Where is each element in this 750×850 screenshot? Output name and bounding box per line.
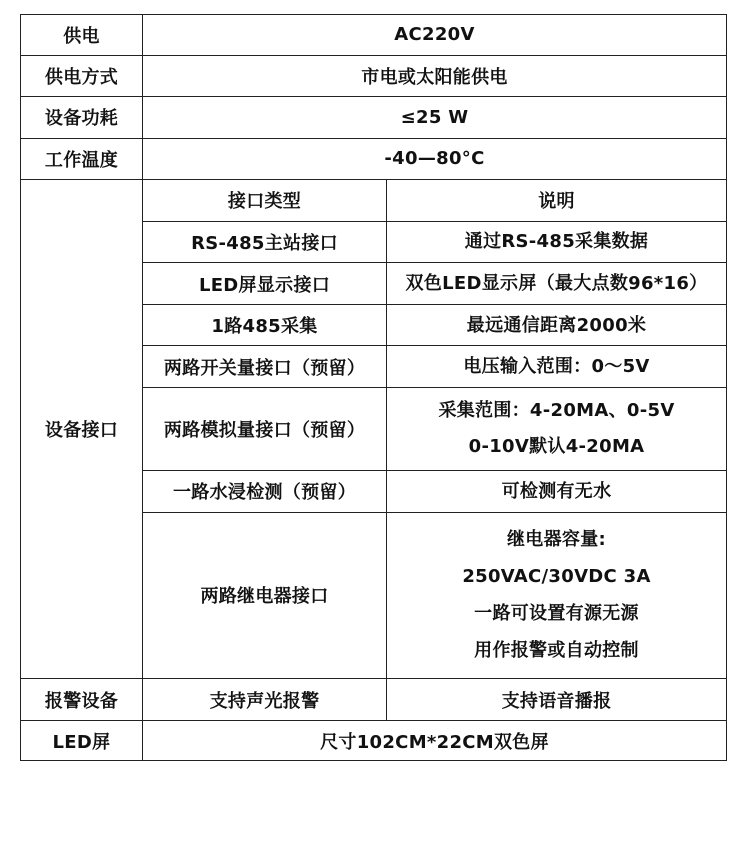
interface-type: 一路水浸检测（预留） [143, 471, 387, 513]
spec-table [20, 14, 727, 761]
alarm-col3: 支持语音播报 [387, 678, 727, 721]
interface-label: 设备接口 [21, 180, 143, 679]
led-value: 尺寸102CM*22CM双色屏 [143, 721, 727, 761]
desc-line: 继电器容量: [507, 529, 606, 551]
interface-desc [387, 512, 727, 678]
interface-desc-header: 说明 [387, 180, 727, 222]
consumption-label: 设备功耗 [21, 97, 143, 139]
supply-mode-value: 市电或太阳能供电 [143, 55, 727, 97]
desc-line: 0-10V默认4-20MA [468, 435, 645, 457]
desc-line: 最远通信距离2000米 [466, 314, 647, 336]
interface-desc [387, 471, 727, 513]
interface-type: 两路开关量接口（预留） [143, 346, 387, 388]
desc-line: 可检测有无水 [501, 480, 612, 502]
desc-line: 一路可设置有源无源 [474, 603, 639, 625]
interface-type: RS-485主站接口 [143, 221, 387, 263]
interface-desc [387, 263, 727, 305]
desc-line: 双色LED显示屏（最大点数96*16） [405, 273, 708, 295]
interface-desc [387, 346, 727, 388]
supply-mode-label: 供电方式 [21, 55, 143, 97]
power-supply-value: AC220V [143, 15, 727, 56]
desc-line: 用作报警或自动控制 [474, 640, 639, 662]
interface-desc [387, 304, 727, 346]
table-row [21, 180, 727, 222]
table-row [21, 721, 727, 761]
table-row [21, 15, 727, 56]
desc-line: 通过RS-485采集数据 [464, 231, 649, 253]
power-supply-label: 供电 [21, 15, 143, 56]
desc-line: 采集范围：4-20MA、0-5V [438, 399, 675, 421]
interface-type: 1路485采集 [143, 304, 387, 346]
interface-type-header: 接口类型 [143, 180, 387, 222]
table-row [21, 97, 727, 139]
temperature-value: -40—80°C [143, 138, 727, 180]
interface-desc [387, 387, 727, 470]
interface-type: 两路模拟量接口（预留） [143, 387, 387, 470]
table-row [21, 55, 727, 97]
interface-type: LED屏显示接口 [143, 263, 387, 305]
consumption-value: ≤25 W [143, 97, 727, 139]
desc-line: 电压输入范围：0～5V [463, 356, 650, 378]
temperature-label: 工作温度 [21, 138, 143, 180]
led-label: LED屏 [21, 721, 143, 761]
desc-line: 250VAC/30VDC 3A [462, 566, 651, 588]
table-row [21, 138, 727, 180]
alarm-col2: 支持声光报警 [143, 678, 387, 721]
interface-type: 两路继电器接口 [143, 512, 387, 678]
alarm-label: 报警设备 [21, 678, 143, 721]
table-row [21, 678, 727, 721]
interface-desc [387, 221, 727, 263]
